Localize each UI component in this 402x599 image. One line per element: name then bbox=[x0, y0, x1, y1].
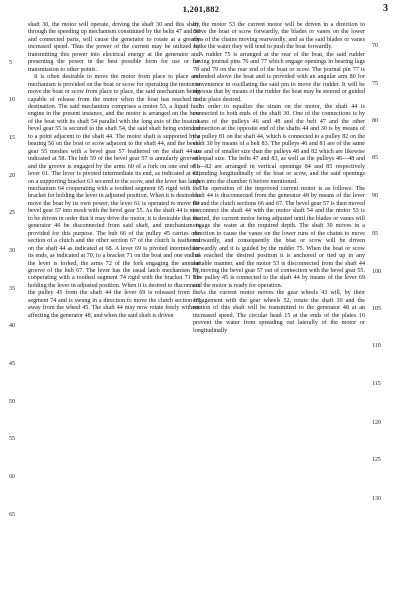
line-number: 130 bbox=[372, 496, 381, 502]
paragraph: A rudder 75 is arranged at the rear of the boat, the said rudder having journal pins 76 and 77 which engage openings in bearing lugs 78 and 79 on the rear end of the boat or scow. The journal pin 77 is extended above the boat and is provided with an angular arm 80 for convenience in oscillating the said pin to move the rudder. It will be obvious that by means of the rudder the boat may be steered or guided to the place desired. bbox=[193, 51, 365, 103]
line-number: 45 bbox=[9, 361, 15, 367]
page-number: 3 bbox=[383, 3, 388, 14]
line-number: 65 bbox=[9, 512, 15, 518]
line-number: 95 bbox=[372, 231, 378, 237]
line-number: 70 bbox=[372, 43, 378, 49]
paragraph: In order to equalize the strain on the motor, the shaft 44 is connected to both ends of the shaft 30. One of the connections is by means of the pulleys 46 and 48 and the belt 47 and the other connection at the opposite end of the shafts 44 and 30 is by means of the pulley 81 on the shaft 44, which is connected to a pulley 82 on the shaft 30 by means of a belt 83. The pulleys 46 and 81 are of the same size and of smaller size than the pulleys 48 and 82 which are likewise of equal size. The belts 47 and 83, as well as the pulleys 46—48 and 81—82 are arranged in vertical openings 84 and 85 respectively extending longitudinally of the boat or scow, and the said openings open into the chamber 6 before mentioned. bbox=[193, 103, 365, 185]
line-number: 15 bbox=[9, 135, 15, 141]
page-header bbox=[0, 4, 402, 16]
line-number: 25 bbox=[9, 210, 15, 216]
line-number: 50 bbox=[9, 399, 15, 405]
paragraph: It is often desirable to move the motor from place to place and mechanism is provided on the boat or scow for operating the motor to move the boat or scow from place to place, the said mechanism being capable of release from the motor when the boat has reached its destination. The said mechanism comprises a motor 53, a liquid fuel engine in the present instance, and the motor is arranged on the bow of the boat with its shaft 54 parallel with the long axis of the boat. A bevel gear 55 is secured to the shaft 54, the said shaft being extended to a point adjacent to the shaft 44. The motor shaft is supported by a bearing 56 on the boat or scow adjacent to the shaft 44, and the bevel gear 55 meshes with a bevel gear 57 feathered on the shaft 44 as indicated at 58. The hub 59 of the bevel gear 57 is annularly grooved and the groove is engaged by the arms 60 of a fork on one end of a lever 61. The lever is pivoted intermediate its end, as indicated at 62, on a supporting bracket 63 secured to the scow, and the lever has latch mechanism 64 cooperating with a toothed segment 65 rigid with the bracket for holding the lever in adjusted position. When it is desired to move the boat by its own power, the lever 61 is operated to move the bevel gear 57 into mesh with the bevel gear 55. As the shaft 44 is now to be driven in order that it may drive the motor, it is desirable that the generator 46 be disconnected from said shaft, and mechanism is provided for this purpose. The hub 66 of the pulley 45 carries one section of a clutch and the other section 67 of the clutch is feathered on the shaft 44 as indicated at 68. A lever 69 is pivoted intermediate its ends, as indicated at 70, to a bracket 71 on the boat and one end of the lever is forked, the arms 72 of the fork engaging the annular groove of the hub 67. The lever has the usual latch mechanism 73, coöperating with a toothed segment 74 rigid with the bracket 71 for holding the lever in adjusted position. When it is desired to disconnect the pulley 45 from the shaft 44 the lever 69 is released from the segment 74 and is swung in a direction to move the clutch section 67 away from the wheel 45. The shaft 44 may now rotate freely without affecting the generator 48, and when the said shaft is driven bbox=[28, 74, 200, 319]
line-number: 30 bbox=[9, 248, 15, 254]
line-number: 110 bbox=[372, 343, 381, 349]
paragraph: As the current motor moves the gear wheels 43 will, by their engagement with the gear wheels 52, rotate the shaft 30 and the motion of this shaft will be transmitted to the generator 48 at an increased speed. The circular head 15 at the ends of the plates 16 prevent the water from spreading out laterally of the motor or longitudinally bbox=[193, 290, 365, 334]
line-number: 20 bbox=[9, 173, 15, 179]
line-number: 75 bbox=[372, 81, 378, 87]
left-column bbox=[28, 22, 200, 320]
line-number: 90 bbox=[372, 193, 378, 199]
line-number: 125 bbox=[372, 457, 381, 463]
line-number: 10 bbox=[9, 97, 15, 103]
line-number: 55 bbox=[9, 436, 15, 442]
line-number: 5 bbox=[9, 60, 12, 66]
line-number: 115 bbox=[372, 381, 381, 387]
paragraph: The operation of the improved current motor is as follows: The shaft 44 is disconnected from the generator 48 by means of the lever 69 and the clutch sections 66 and 67. The bevel gear 57 is then moved to connect the shaft 44 with the motor shaft 54 and the motor 53 is started, the current motor being adjusted until the blades or vanes will engage the water at the required depth. The shaft 30 moves in a direction to cause the vanes on the lower runs of the chains to move rearwardly, and consequently the boat or scow will be driven forwardly and it is guided by the rudder 75. When the boat or scow has reached the desired position it is anchored or tied up in any suitable manner, and the motor 53 is disconnected from the shaft 44 by moving the bevel gear 57 out of connection with the bevel gear 55. The pulley 45 is connected to the shaft 44 by means of the lever 69 and the motor is ready for operation. bbox=[193, 185, 365, 289]
right-column bbox=[193, 22, 365, 335]
line-number: 120 bbox=[372, 420, 381, 426]
line-number: 40 bbox=[9, 323, 15, 329]
line-number: 100 bbox=[372, 269, 381, 275]
line-number: 60 bbox=[9, 474, 15, 480]
line-number: 85 bbox=[372, 155, 378, 161]
paragraph: shaft 30, the motor will operate, driving the shaft 30 and this shaft, through the speeding up mechanism constituted by the belts 47 and 50 and connected parts, will cause the generator to rotate at a greatly increased speed. Thus the power of the current may be utilized by transmitting this power into electrical energy at the generator and presenting the power in the best possible form for use or for transmission to other points. bbox=[28, 22, 200, 73]
line-number: 35 bbox=[9, 286, 15, 292]
paragraph: by the motor 53 the current motor will be driven in a direction to move the boat or scow forwardly, the blades or vanes on the lower runs of the chains moving rearwardly, and as the said blades or vanes strike the water they will tend to push the boat forwardly. bbox=[193, 22, 365, 51]
line-number: 105 bbox=[372, 306, 381, 312]
line-number: 80 bbox=[372, 118, 378, 124]
patent-number: 1,201,882 bbox=[182, 4, 220, 14]
